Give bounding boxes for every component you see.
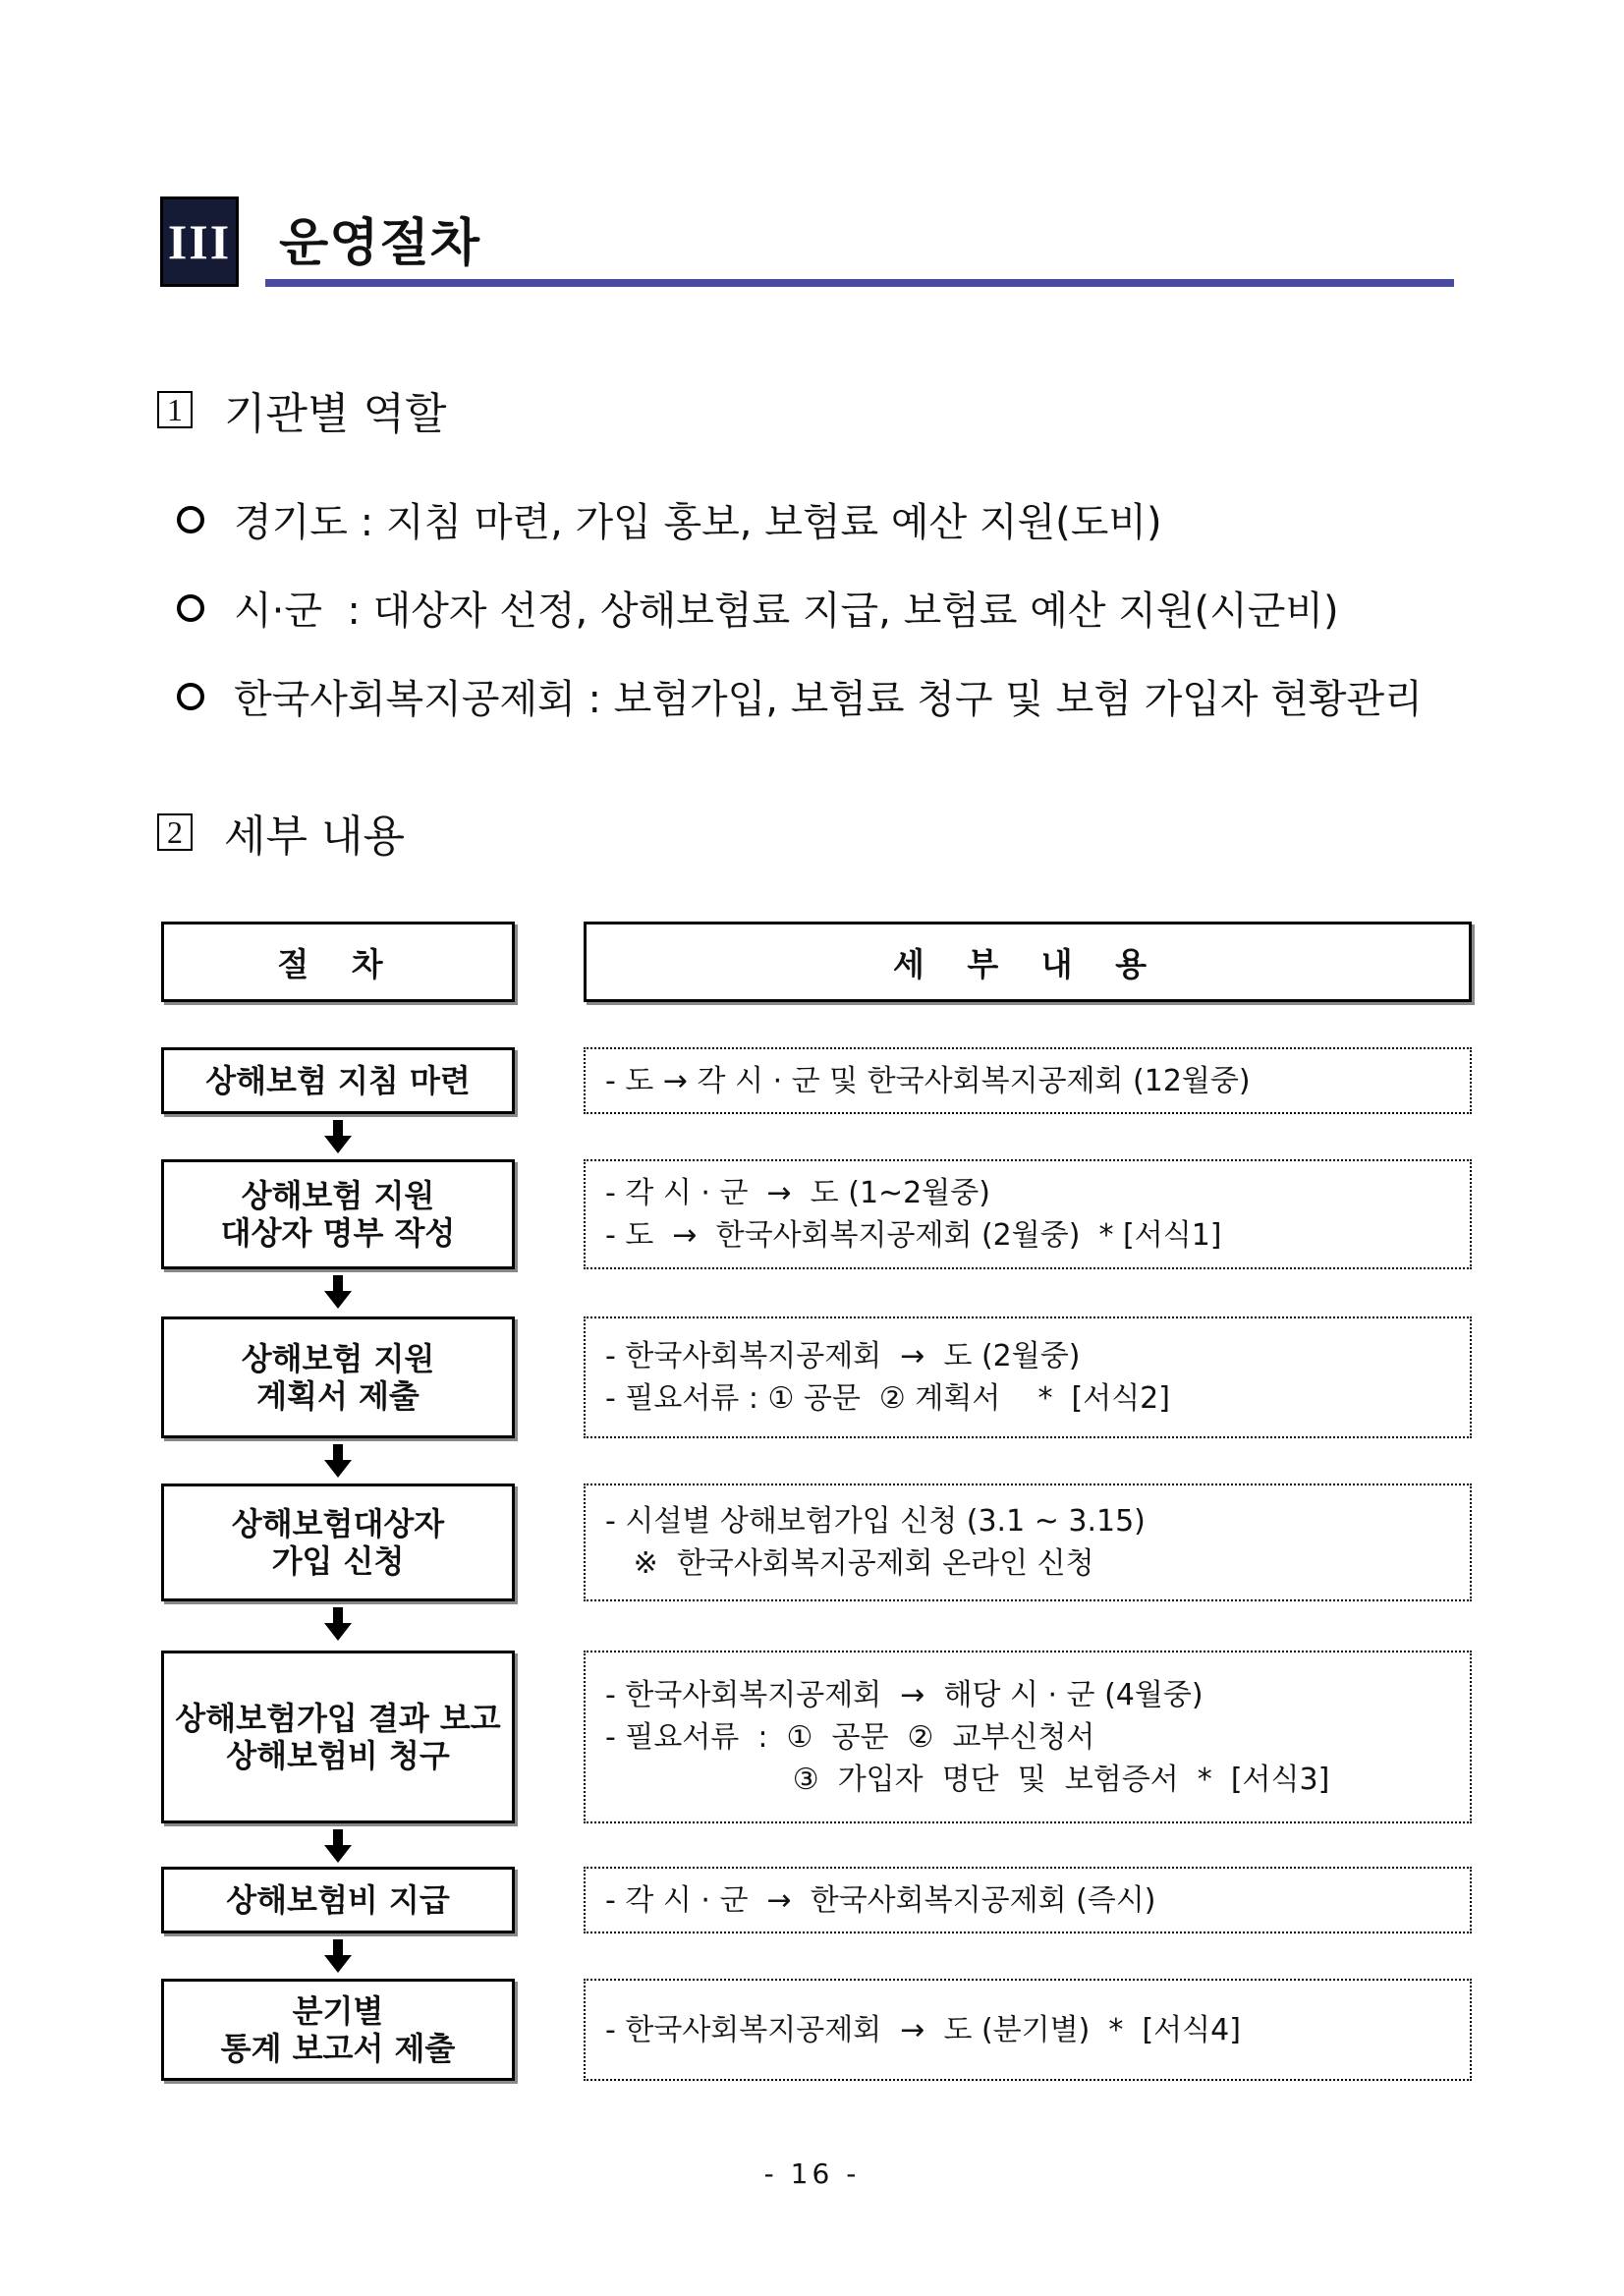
flow-detail-5 xyxy=(584,1651,1472,1823)
detail-line: - 필요서류 : ① 공문 ② 계획서 * [서식2] xyxy=(605,1381,1170,1416)
detail-line: - 시설별 상해보험가입 신청 (3.1 ~ 3.15) xyxy=(605,1504,1146,1539)
section-number-box xyxy=(160,196,239,287)
detail-line: - 각 시 · 군 → 도 (1~2월중) xyxy=(605,1176,990,1210)
role-item xyxy=(177,580,1339,636)
circle-bullet-icon xyxy=(177,594,204,622)
subsection-1-heading xyxy=(157,378,447,441)
role-item xyxy=(177,668,1423,724)
page-number: - 16 - xyxy=(763,2157,861,2190)
down-arrow-icon xyxy=(314,1120,362,1155)
detail-line: - 한국사회복지공제회 → 해당 시 · 군 (4월중) xyxy=(605,1677,1204,1712)
flow-step-5: 상해보험가입 결과 보고 상해보험비 청구 xyxy=(161,1651,515,1823)
circle-bullet-icon xyxy=(177,683,204,710)
detail-line: - 도 → 각 시 · 군 및 한국사회복지공제회 (12월중) xyxy=(605,1063,1251,1098)
section-numeral: III xyxy=(167,214,232,269)
detail-line: - 한국사회복지공제회 → 도 (2월중) xyxy=(605,1339,1081,1373)
detail-line: - 각 시 · 군 → 한국사회복지공제회 (즉시) xyxy=(605,1882,1156,1918)
detail-line: - 도 → 한국사회복지공제회 (2월중) * [서식1] xyxy=(605,1218,1222,1253)
section-title: 운영절차 xyxy=(279,214,480,273)
section-underline xyxy=(265,279,1454,287)
flow-detail-7 xyxy=(584,1979,1472,2081)
role-text: 시·군 : 대상자 선정, 상해보험료 지급, 보험료 예산 지원(시군비) xyxy=(234,588,1339,634)
flow-step-3: 상해보험 지원 계획서 제출 xyxy=(161,1316,515,1438)
subsection-2-number: 2 xyxy=(157,813,193,851)
flow-step-6: 상해보험비 지급 xyxy=(161,1867,515,1933)
flow-detail-6 xyxy=(584,1867,1472,1933)
detail-line: - 한국사회복지공제회 → 도 (분기별) * [서식4] xyxy=(605,2012,1241,2047)
flow-step-7: 분기별 통계 보고서 제출 xyxy=(161,1979,515,2081)
flow-step-1: 상해보험 지침 마련 xyxy=(161,1047,515,1114)
role-text: 경기도 : 지침 마련, 가입 홍보, 보험료 예산 지원(도비) xyxy=(234,500,1162,545)
detail-line: ③ 가입자 명단 및 보험증서 * [서식3] xyxy=(605,1762,1330,1797)
flow-detail-3 xyxy=(584,1316,1472,1438)
flow-detail-1 xyxy=(584,1047,1472,1114)
subsection-2-heading xyxy=(157,801,405,864)
down-arrow-icon xyxy=(314,1275,362,1311)
role-item xyxy=(177,491,1162,547)
subsection-2-title: 세부 내용 xyxy=(224,812,406,862)
subsection-1-number: 1 xyxy=(157,391,193,428)
detail-line: ※ 한국사회복지공제회 온라인 신청 xyxy=(605,1546,1094,1581)
subsection-1-title: 기관별 역할 xyxy=(224,389,447,439)
down-arrow-icon xyxy=(314,1939,362,1975)
detail-line: - 필요서류 : ① 공문 ② 교부신청서 xyxy=(605,1719,1095,1755)
down-arrow-icon xyxy=(314,1607,362,1643)
flow-header-step: 절 차 xyxy=(161,922,515,1002)
circle-bullet-icon xyxy=(177,506,204,533)
flow-step-2: 상해보험 지원 대상자 명부 작성 xyxy=(161,1159,515,1269)
role-text: 한국사회복지공제회 : 보험가입, 보험료 청구 및 보험 가입자 현황관리 xyxy=(234,677,1423,722)
flow-detail-2 xyxy=(584,1159,1472,1269)
flow-step-4: 상해보험대상자 가입 신청 xyxy=(161,1484,515,1601)
down-arrow-icon xyxy=(314,1829,362,1865)
flow-header-detail: 세 부 내 용 xyxy=(584,922,1472,1002)
flow-detail-4 xyxy=(584,1484,1472,1601)
down-arrow-icon xyxy=(314,1444,362,1480)
